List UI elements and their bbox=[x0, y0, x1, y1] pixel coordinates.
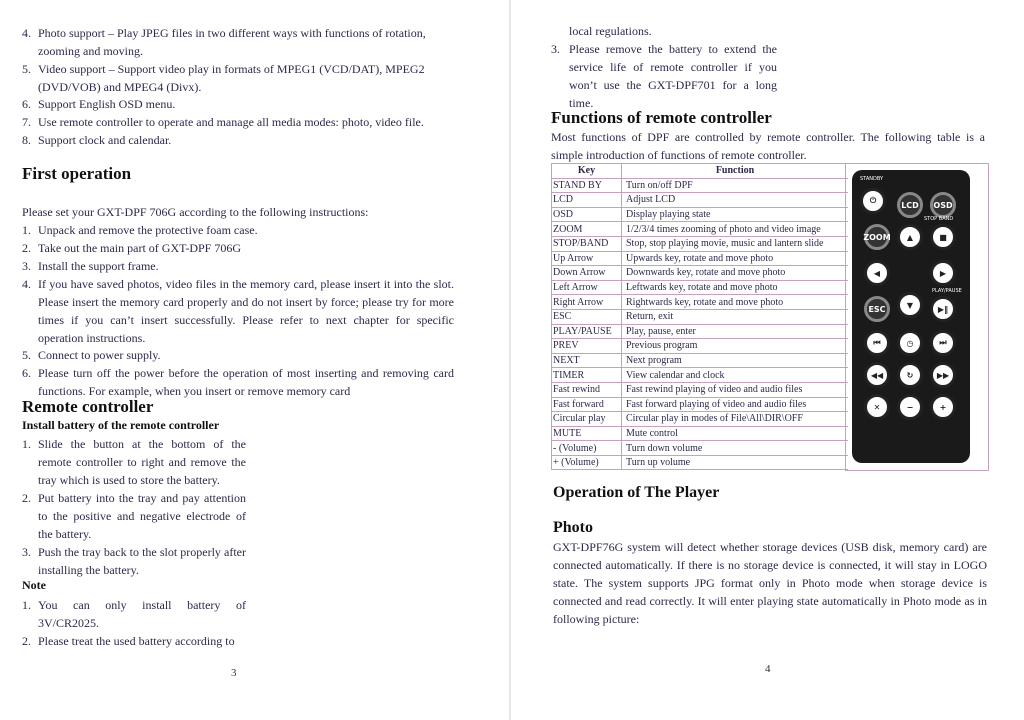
function-cell: Rightwards key, rotate and move photo bbox=[622, 295, 849, 310]
photo-heading: Photo bbox=[553, 519, 593, 536]
key-cell: ESC bbox=[552, 309, 622, 324]
note-item: 1. You can only install battery of 3V/CR2025. bbox=[22, 598, 246, 630]
first-operation-step: 5. Connect to power supply. bbox=[22, 348, 161, 362]
table-row bbox=[552, 222, 849, 237]
function-cell: Turn on/off DPF bbox=[622, 178, 849, 193]
note-heading: Note bbox=[22, 578, 46, 592]
key-cell: STOP/BAND bbox=[552, 236, 622, 251]
function-cell: Play, pause, enter bbox=[622, 324, 849, 339]
circular-play-icon: ↻ bbox=[897, 362, 923, 388]
mute-icon: ✕ bbox=[864, 394, 890, 420]
zoom-button: ZOOM bbox=[864, 224, 890, 250]
key-cell: Fast forward bbox=[552, 397, 622, 412]
function-cell: Display playing state bbox=[622, 207, 849, 222]
first-operation-heading: First operation bbox=[22, 164, 132, 183]
play-pause-label: PLAY/PAUSE bbox=[932, 288, 962, 294]
table-row bbox=[552, 266, 849, 281]
battery-step: 2. Put battery into the tray and pay attention to the positive and negative electrode of the battery. bbox=[22, 491, 246, 541]
function-cell: Turn down volume bbox=[622, 441, 849, 456]
first-operation-step: 2. Take out the main part of GXT-DPF 706G bbox=[22, 241, 242, 255]
battery-step: 1. Slide the button at the bottom of the remote controller to right and remove the tray which is used to store the battery. bbox=[22, 437, 246, 487]
table-row bbox=[552, 339, 849, 354]
install-battery-subheading: Install battery of the remote controller bbox=[22, 418, 220, 432]
key-cell: PLAY/PAUSE bbox=[552, 324, 622, 339]
note-item: 3. Please remove the battery to extend the service life of remote controller if you won’t use the GXT-DPF701 for a long time. bbox=[551, 42, 777, 110]
note-item: 2. Please treat the used battery according to bbox=[22, 634, 235, 648]
table-row bbox=[552, 397, 849, 412]
table-row bbox=[552, 280, 849, 295]
key-cell: NEXT bbox=[552, 353, 622, 368]
function-cell: View calendar and clock bbox=[622, 368, 849, 383]
key-cell: TIMER bbox=[552, 368, 622, 383]
function-cell: Adjust LCD bbox=[622, 193, 849, 208]
function-cell: Circular play in modes of File\All\DIR\OFF bbox=[622, 412, 849, 427]
key-cell: Up Arrow bbox=[552, 251, 622, 266]
first-operation-step: 3. Install the support frame. bbox=[22, 259, 159, 273]
function-cell: Next program bbox=[622, 353, 849, 368]
key-cell: Right Arrow bbox=[552, 295, 622, 310]
remote-controller-heading: Remote controller bbox=[22, 397, 154, 416]
table-row bbox=[552, 441, 849, 456]
feature-item: 8. Support clock and calendar. bbox=[22, 133, 172, 147]
feature-item: 5. Video support – Support video play in formats of MPEG1 (VCD/DAT), MPEG2 (DVD/VOB) and MPEG4 (Divx). bbox=[22, 62, 425, 94]
functions-heading: Functions of remote controller bbox=[551, 108, 772, 127]
page-number: 3 bbox=[231, 667, 237, 679]
page-number: 4 bbox=[765, 663, 771, 675]
key-cell: - (Volume) bbox=[552, 441, 622, 456]
first-operation-intro: Please set your GXT-DPF 706G according to the following instructions: bbox=[22, 205, 369, 219]
key-cell: Left Arrow bbox=[552, 280, 622, 295]
feature-item: 7. Use remote controller to operate and manage all media modes: photo, video file. bbox=[22, 115, 424, 129]
feature-item: 4. Photo support – Play JPEG files in two different ways with functions of rotation, zooming and moving. bbox=[22, 26, 426, 58]
note-item: local regulations. bbox=[569, 24, 652, 38]
table-row bbox=[552, 193, 849, 208]
volume-down-icon: − bbox=[897, 394, 923, 420]
table-row bbox=[552, 207, 849, 222]
function-cell: Return, exit bbox=[622, 309, 849, 324]
standby-label: STANDBY bbox=[860, 176, 884, 182]
key-cell: MUTE bbox=[552, 426, 622, 441]
operation-heading: Operation of The Player bbox=[553, 484, 720, 501]
table-row bbox=[552, 178, 849, 193]
function-cell: Turn up volume bbox=[622, 455, 849, 470]
column-header-key: Key bbox=[552, 164, 622, 179]
function-cell: Fast forward playing of video and audio files bbox=[622, 397, 849, 412]
function-cell: Mute control bbox=[622, 426, 849, 441]
down-arrow-icon: ▼ bbox=[897, 292, 923, 318]
key-cell: Down Arrow bbox=[552, 266, 622, 281]
key-cell: OSD bbox=[552, 207, 622, 222]
table-row bbox=[552, 455, 849, 470]
right-page bbox=[512, 0, 1024, 720]
key-cell: + (Volume) bbox=[552, 455, 622, 470]
first-operation-step: 1. Unpack and remove the protective foam case. bbox=[22, 223, 258, 237]
lcd-button: LCD bbox=[897, 192, 923, 218]
table-row bbox=[552, 382, 849, 397]
key-cell: Circular play bbox=[552, 412, 622, 427]
table-row bbox=[552, 353, 849, 368]
function-cell: Stop, stop playing movie, music and lantern slide bbox=[622, 236, 849, 251]
key-cell: Fast rewind bbox=[552, 382, 622, 397]
table-row bbox=[552, 309, 849, 324]
left-page bbox=[0, 0, 510, 720]
up-arrow-icon: ▲ bbox=[897, 224, 923, 250]
battery-step: 3. Push the tray back to the slot properly after installing the battery. bbox=[22, 545, 246, 577]
function-cell: Upwards key, rotate and move photo bbox=[622, 251, 849, 266]
key-cell: ZOOM bbox=[552, 222, 622, 237]
function-cell: Previous program bbox=[622, 339, 849, 354]
key-cell: STAND BY bbox=[552, 178, 622, 193]
table-row bbox=[552, 324, 849, 339]
function-cell: Leftwards key, rotate and move photo bbox=[622, 280, 849, 295]
stop-band-label: STOP BAND bbox=[924, 216, 954, 222]
first-operation-step: 4. If you have saved photos, video files in the memory card, please insert it into the slot. Please insert the memory card properly and do not insert by force; please try for more times if you can’t insert successfully. Please refer to next chapter for specific operation instructions. bbox=[22, 277, 454, 345]
function-cell: Fast rewind playing of video and audio files bbox=[622, 382, 849, 397]
table-row bbox=[552, 426, 849, 441]
functions-intro: Most functions of DPF are controlled by remote controller. The following table is a simple introduction of functions of remote controller. bbox=[551, 130, 985, 162]
key-cell: PREV bbox=[552, 339, 622, 354]
table-row bbox=[552, 251, 849, 266]
volume-up-icon: + bbox=[930, 394, 956, 420]
timer-icon: ◷ bbox=[897, 330, 923, 356]
table-header-row bbox=[552, 164, 849, 179]
next-icon: ⏭ bbox=[930, 330, 956, 356]
remote-functions-table bbox=[551, 163, 848, 470]
left-arrow-icon: ◀ bbox=[864, 260, 890, 286]
esc-button: ESC bbox=[864, 296, 890, 322]
photo-paragraph: GXT-DPF76G system will detect whether storage devices (USB disk, memory card) are connected automatically. If there is no storage device is connected, it will stay in LOGO state. The system supports JPG format only in Photo mode when storage device is connected and read correctly. It will enter playing state automatically in Photo mode as in following picture: bbox=[553, 540, 987, 626]
first-operation-step: 6. Please turn off the power before the operation of most inserting and removing card functions. For example, when you insert or remove memory card bbox=[22, 366, 454, 398]
table-row bbox=[552, 295, 849, 310]
function-cell: Downwards key, rotate and move photo bbox=[622, 266, 849, 281]
remote-illustration-frame bbox=[845, 163, 989, 471]
feature-item: 6. Support English OSD menu. bbox=[22, 97, 176, 111]
table-row bbox=[552, 236, 849, 251]
remote-controller-image bbox=[852, 170, 970, 463]
table-row bbox=[552, 368, 849, 383]
key-cell: LCD bbox=[552, 193, 622, 208]
fast-rewind-icon: ◀◀ bbox=[864, 362, 890, 388]
osd-button: OSD bbox=[930, 192, 956, 218]
right-arrow-icon: ▶ bbox=[930, 260, 956, 286]
fast-forward-icon: ▶▶ bbox=[930, 362, 956, 388]
column-header-function: Function bbox=[622, 164, 849, 179]
stop-icon: ■ bbox=[930, 224, 956, 250]
play-pause-icon: ▶‖ bbox=[930, 296, 956, 322]
prev-icon: ⏮ bbox=[864, 330, 890, 356]
table-row bbox=[552, 412, 849, 427]
standby-button: ⏻ bbox=[860, 188, 886, 214]
function-cell: 1/2/3/4 times zooming of photo and video image bbox=[622, 222, 849, 237]
